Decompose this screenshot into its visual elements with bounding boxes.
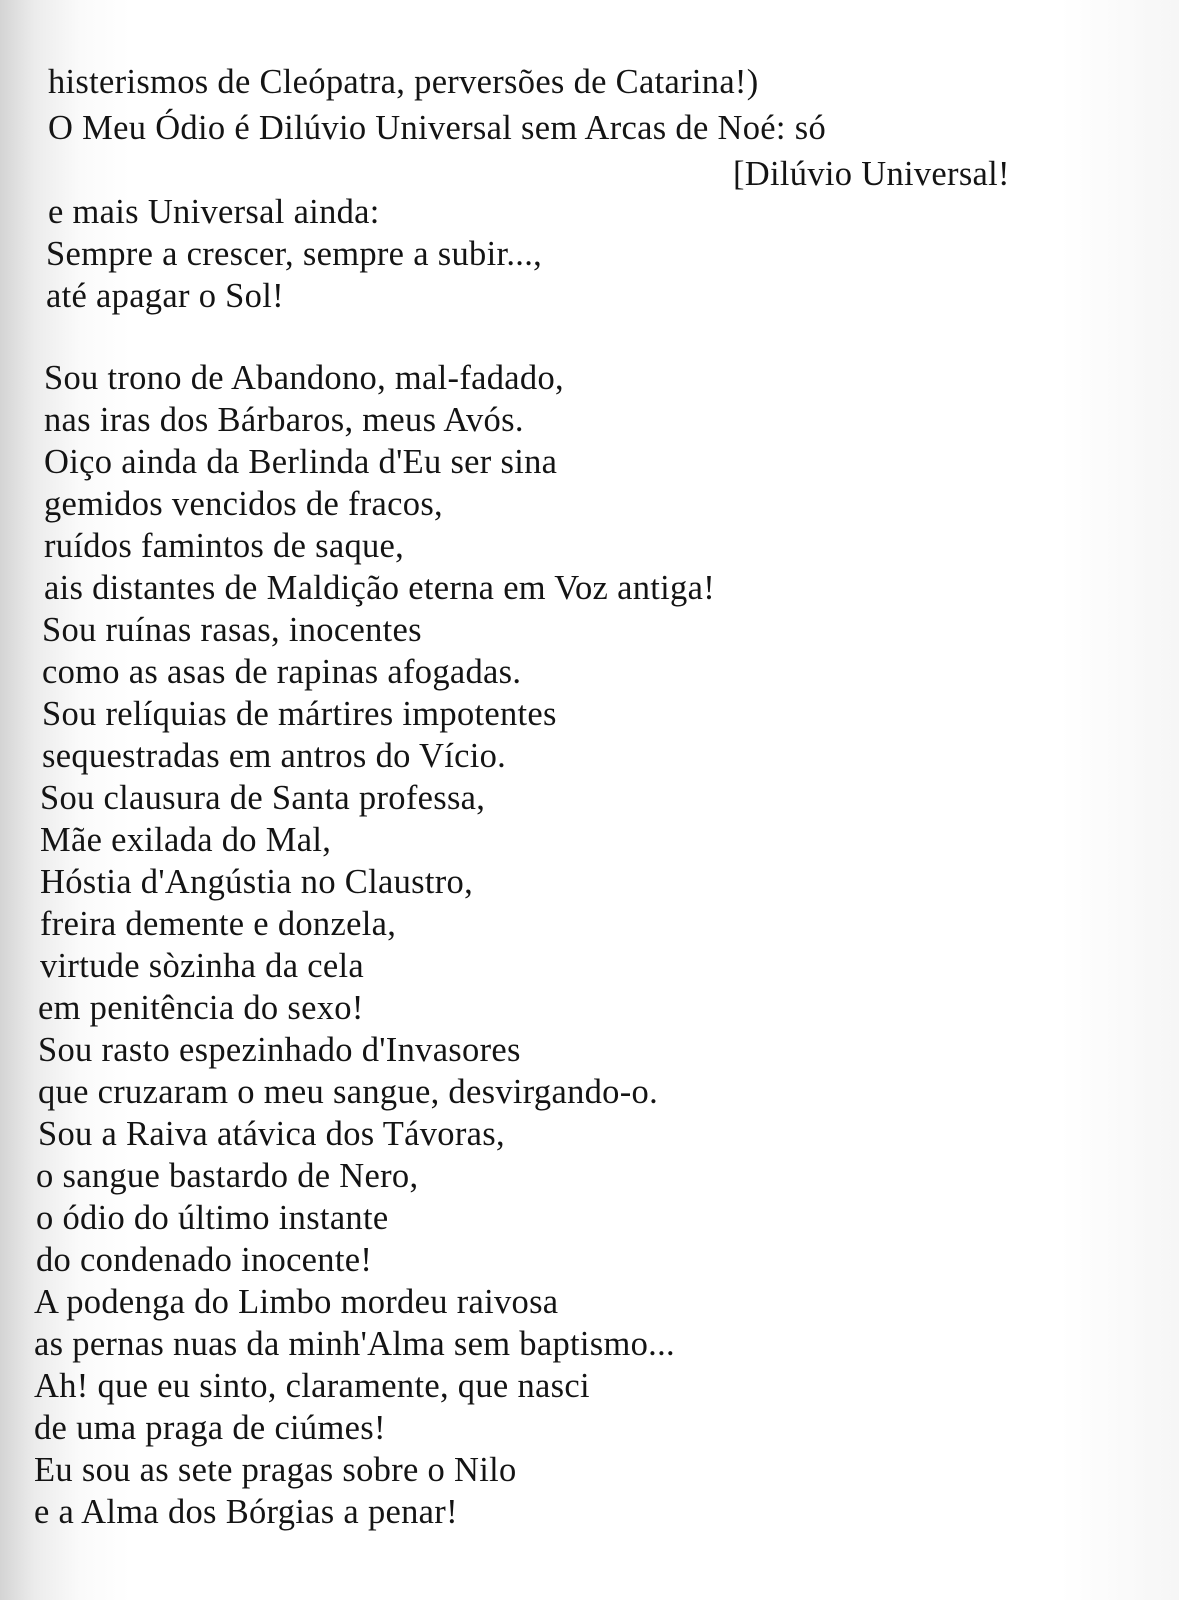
poem-line: em penitência do sexo!	[38, 989, 364, 1027]
poem-line: o ódio do último instante	[36, 1199, 389, 1237]
poem-line: e mais Universal ainda:	[48, 193, 380, 231]
poem-line: Sou clausura de Santa professa,	[40, 779, 486, 817]
poem-line: Sou rasto espezinhado d'Invasores	[38, 1031, 521, 1069]
poem-line: as pernas nuas da minh'Alma sem baptismo...	[34, 1325, 675, 1363]
poem-line: gemidos vencidos de fracos,	[44, 485, 443, 523]
poem-line: até apagar o Sol!	[46, 277, 284, 315]
poem-line: A podenga do Limbo mordeu raivosa	[34, 1283, 559, 1321]
poem-line: que cruzaram o meu sangue, desvirgando-o.	[38, 1073, 658, 1111]
poem-line: Sou relíquias de mártires impotentes	[42, 695, 557, 733]
poem-line: histerismos de Cleópatra, perversões de Catarina!)	[48, 63, 759, 101]
poem-line: Sou a Raiva atávica dos Távoras,	[38, 1115, 505, 1153]
poem-line: Ah! que eu sinto, claramente, que nasci	[34, 1367, 590, 1405]
poem-line: ais distantes de Maldição eterna em Voz antiga!	[44, 569, 715, 607]
poem-line: ruídos famintos de saque,	[44, 527, 405, 565]
poem-line: sequestradas em antros do Vício.	[42, 737, 507, 775]
poem-line: Mãe exilada do Mal,	[40, 821, 332, 859]
poem-line: Sempre a crescer, sempre a subir...,	[46, 235, 543, 273]
poem-line: o sangue bastardo de Nero,	[36, 1157, 419, 1195]
poem-line-continuation: [Dilúvio Universal!	[733, 155, 1010, 193]
poem-line: Oiço ainda da Berlinda d'Eu ser sina	[44, 443, 558, 481]
poem-line: Eu sou as sete pragas sobre o Nilo	[34, 1451, 517, 1489]
poem-line: e a Alma dos Bórgias a penar!	[34, 1493, 458, 1531]
poem-line: Hóstia d'Angústia no Claustro,	[40, 863, 474, 901]
poem-line: Sou ruínas rasas, inocentes	[42, 611, 422, 649]
poem-line: Sou trono de Abandono, mal-fadado,	[44, 359, 564, 397]
poem-line: de uma praga de ciúmes!	[34, 1409, 386, 1447]
poem-line: do condenado inocente!	[36, 1241, 373, 1279]
poem-line: freira demente e donzela,	[40, 905, 397, 943]
poem-line: como as asas de rapinas afogadas.	[42, 653, 522, 691]
poem-line: nas iras dos Bárbaros, meus Avós.	[44, 401, 524, 439]
poem-line: virtude sòzinha da cela	[40, 947, 364, 985]
poem-line: O Meu Ódio é Dilúvio Universal sem Arcas de Noé: só	[48, 109, 826, 147]
